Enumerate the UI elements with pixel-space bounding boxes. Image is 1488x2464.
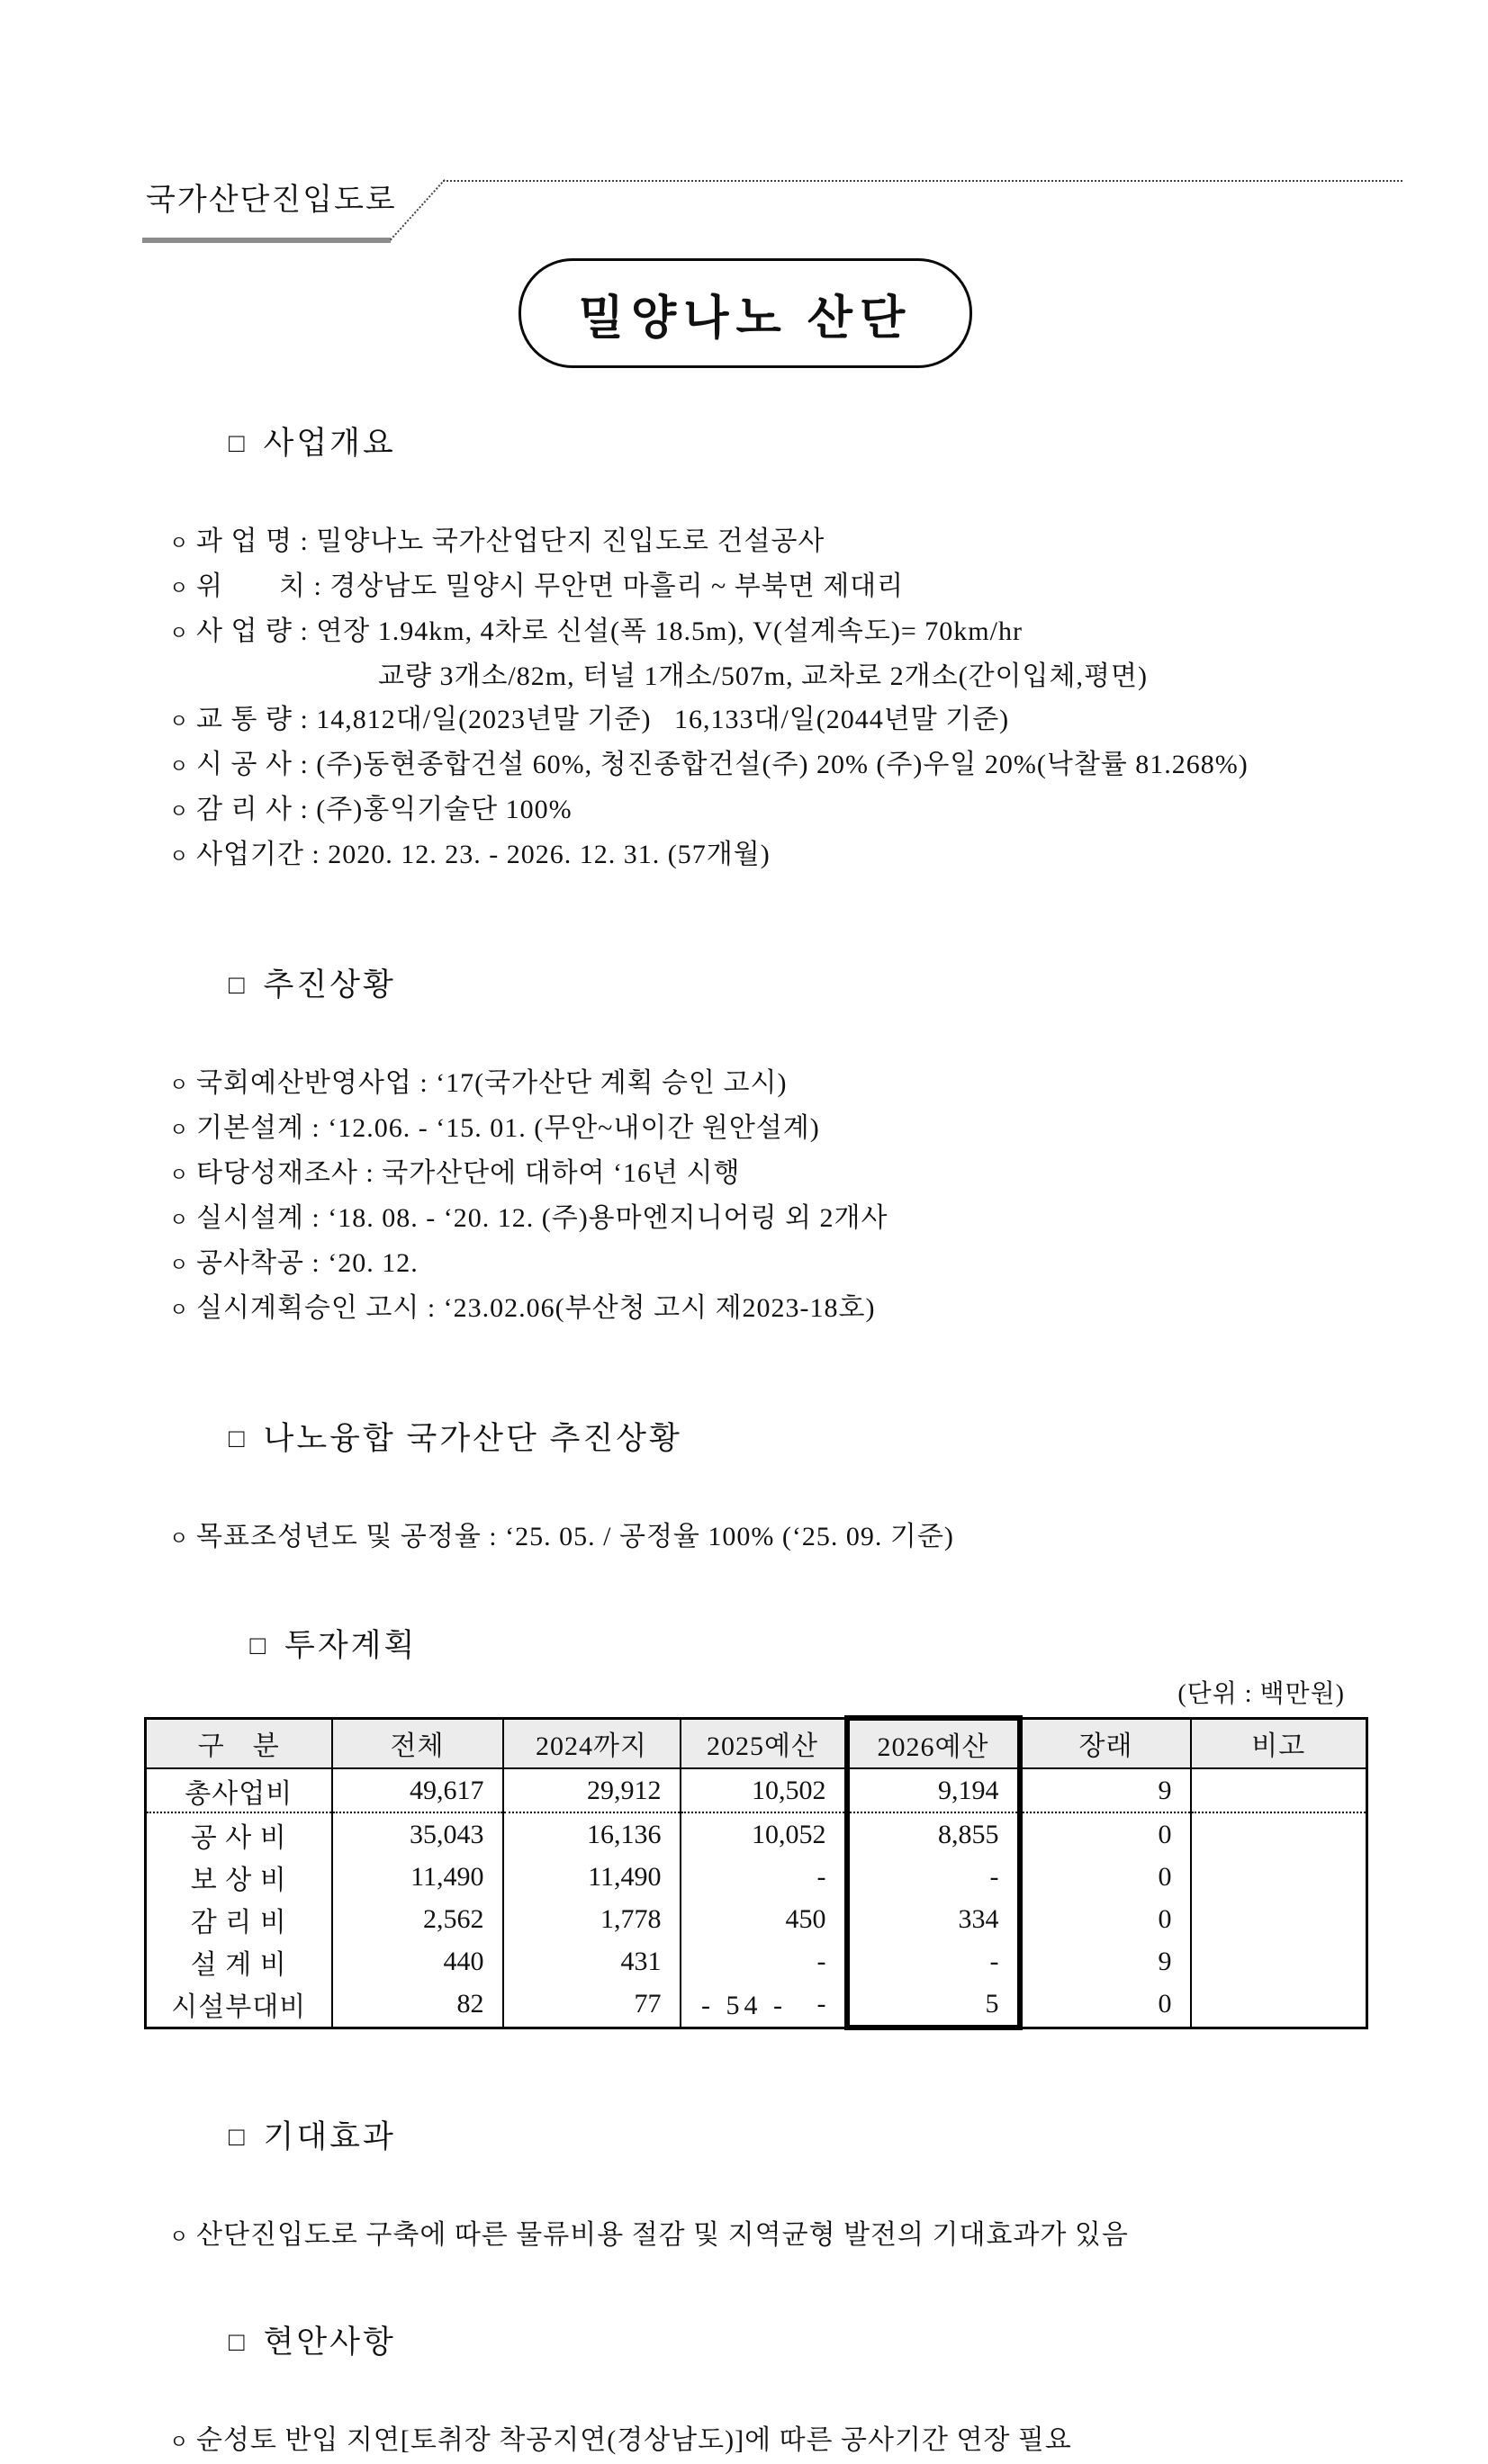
- list-item-text: 실시계획승인 고시 : ‘23.02.06(부산청 고시 제2023-18호): [196, 1293, 876, 1323]
- section-items: [144, 2214, 1386, 2259]
- table-row: [146, 1812, 1367, 1856]
- table-header-row: [146, 1718, 1367, 1768]
- header-dotted-line: [443, 180, 1402, 182]
- section-heading: [144, 1584, 417, 1710]
- table-row-label: 설 계 비: [146, 1940, 332, 1983]
- section-heading-text: 기대효과: [263, 2119, 396, 2154]
- section-pending-issues: [144, 2280, 1386, 2464]
- table-cell-highlighted: -: [847, 1856, 1020, 1898]
- bullet-icon: ㅇ: [169, 2226, 190, 2248]
- table-cell: 0: [1020, 1856, 1191, 1898]
- table-row: [146, 1856, 1367, 1898]
- list-item-text: 사 업 량 : 연장 1.94km, 4차로 신설(폭 18.5m), V(설계속도)= 70km/hr: [196, 616, 1023, 646]
- table-cell: 10,502: [681, 1768, 847, 1812]
- list-item-text: 공사착공 : ‘20. 12.: [196, 1248, 419, 1278]
- table-row-label: 시설부대비: [146, 1983, 332, 2028]
- table-row: [146, 1940, 1367, 1983]
- table-header-cell: 장래: [1020, 1718, 1191, 1768]
- list-item: [144, 1515, 1386, 1560]
- list-item: [144, 1197, 1386, 1242]
- table-cell: 440: [332, 1940, 503, 1983]
- table-cell: 77: [503, 1983, 681, 2028]
- list-item-text: 위 치 : 경상남도 밀양시 무안면 마흘리 ~ 부북면 제대리: [196, 571, 905, 601]
- square-marker-icon: □: [229, 2123, 248, 2152]
- bullet-icon: ㅇ: [169, 577, 190, 599]
- table-row-label: 감 리 비: [146, 1898, 332, 1940]
- list-item-text: 타당성재조사 : 국가산단에 대하여 ‘16년 시행: [196, 1158, 741, 1188]
- section-items: [144, 1062, 1386, 1332]
- table-header-cell: 전체: [332, 1718, 503, 1768]
- table-header-cell: 2024까지: [503, 1718, 681, 1768]
- investment-table: [144, 1715, 1368, 2030]
- table-cell: 11,490: [503, 1856, 681, 1898]
- list-item-text: 사업기간 : 2020. 12. 23. - 2026. 12. 31. (57개월): [196, 840, 771, 869]
- table-cell-highlighted: -: [847, 1940, 1020, 1983]
- list-item: [144, 833, 1386, 878]
- bullet-icon: ㅇ: [169, 710, 190, 733]
- table-cell: 11,490: [332, 1856, 503, 1898]
- section-items: [144, 1515, 1386, 1560]
- table-cell: 431: [503, 1940, 681, 1983]
- section-nano-progress: [144, 1377, 1386, 1560]
- table-cell: [1191, 1856, 1367, 1898]
- bullet-icon: ㅇ: [169, 1119, 190, 1141]
- list-item-text: 실시설계 : ‘18. 08. - ‘20. 12. (주)용마엔지니어링 외 2개사: [196, 1203, 888, 1233]
- bullet-icon: ㅇ: [169, 1164, 190, 1186]
- section-overview: [144, 382, 1386, 878]
- section-heading: [144, 2075, 1386, 2201]
- section-investment: [144, 1584, 1386, 2030]
- list-item-text: 교량 3개소/82m, 터널 1개소/507m, 교차로 2개소(간이입체,평면): [378, 661, 1148, 691]
- table-cell: 1,778: [503, 1898, 681, 1940]
- list-item-text: 순성토 반입 지연[토취장 착공지연(경상남도)]에 따른 공사기간 연장 필요: [196, 2425, 1072, 2455]
- bullet-icon: ㅇ: [169, 1299, 190, 1321]
- list-item-text: 목표조성년도 및 공정율 : ‘25. 05. / 공정율 100% (‘25. 09. 기준): [196, 1522, 954, 1551]
- page-number: - 54 -: [701, 1991, 787, 2020]
- table-row-label: 총사업비: [146, 1768, 332, 1812]
- section-heading-text: 현안사항: [263, 2325, 396, 2360]
- bullet-icon: ㅇ: [169, 1074, 190, 1096]
- list-item: [144, 1107, 1386, 1152]
- square-marker-icon: □: [229, 1425, 248, 1453]
- section-heading-text: 추진상황: [263, 967, 396, 1003]
- square-marker-icon: □: [229, 429, 248, 458]
- bullet-icon: ㅇ: [169, 2431, 190, 2453]
- square-marker-icon: □: [229, 2328, 248, 2357]
- list-item: [144, 1152, 1386, 1197]
- table-cell: 0: [1020, 1898, 1191, 1940]
- table-row: [146, 1898, 1367, 1940]
- list-item-text: 기본설계 : ‘12.06. - ‘15. 01. (무안~내이간 원안설계): [196, 1113, 820, 1143]
- square-marker-icon: □: [229, 971, 248, 1000]
- table-cell-highlighted: 8,855: [847, 1812, 1020, 1856]
- table-cell: 82: [332, 1983, 503, 2028]
- list-item: [144, 520, 1386, 565]
- table-heading-row: [144, 1584, 1386, 1710]
- bullet-icon: ㅇ: [169, 755, 190, 778]
- list-item-continuation: [144, 655, 1386, 698]
- page-title: 밀양나노 산단: [578, 292, 913, 345]
- section-heading: [144, 382, 1386, 508]
- table-cell-highlighted: 5: [847, 1983, 1020, 2028]
- table-cell: [1191, 1940, 1367, 1983]
- square-marker-icon: □: [249, 1632, 269, 1660]
- table-header-cell: 비고: [1191, 1718, 1367, 1768]
- bullet-icon: ㅇ: [169, 1254, 190, 1276]
- list-item: [144, 788, 1386, 833]
- bullet-icon: ㅇ: [169, 845, 190, 868]
- table-cell: [1191, 1898, 1367, 1940]
- table-cell: -: [681, 1856, 847, 1898]
- table-cell: [1191, 1768, 1367, 1812]
- document-content: [144, 382, 1386, 2464]
- list-item-text: 시 공 사 : (주)동현종합건설 60%, 청진종합건설(주) 20% (주)우일 20%(낙찰률 81.268%): [196, 750, 1249, 779]
- table-cell: [1191, 1812, 1367, 1856]
- header-underline-bar: [142, 238, 391, 243]
- table-cell: 0: [1020, 1983, 1191, 2028]
- section-heading-text: 나노융합 국가산단 추진상황: [263, 1421, 682, 1456]
- section-heading: [144, 1377, 1386, 1503]
- list-item-text: 국회예산반영사업 : ‘17(국가산단 계획 승인 고시): [196, 1068, 788, 1098]
- header-diagonal-line: [390, 179, 446, 240]
- table-row: [146, 1768, 1367, 1812]
- section-heading-text: 사업개요: [263, 426, 396, 461]
- list-item: [144, 1062, 1386, 1107]
- bullet-icon: ㅇ: [169, 1209, 190, 1231]
- table-cell: 9: [1020, 1768, 1191, 1812]
- table-cell: 9: [1020, 1940, 1191, 1983]
- section-items: [144, 520, 1386, 878]
- table-cell-highlighted: 9,194: [847, 1768, 1020, 1812]
- list-item: [144, 2214, 1386, 2259]
- bullet-icon: ㅇ: [169, 622, 190, 644]
- table-header-cell: 구 분: [146, 1718, 332, 1768]
- list-item: [144, 2419, 1386, 2464]
- table-cell: 2,562: [332, 1898, 503, 1940]
- table-cell: 35,043: [332, 1812, 503, 1856]
- list-item: [144, 698, 1386, 743]
- table-row-label: 보 상 비: [146, 1856, 332, 1898]
- table-cell: -: [681, 1983, 847, 2028]
- header-label: 국가산단진입도로: [146, 184, 397, 217]
- list-item-text: 산단진입도로 구축에 따른 물류비용 절감 및 지역균형 발전의 기대효과가 있음: [196, 2220, 1129, 2250]
- section-heading: [144, 923, 1386, 1049]
- table-row-label: 공 사 비: [146, 1812, 332, 1856]
- section-heading-text: 투자계획: [284, 1628, 418, 1663]
- list-item: [144, 565, 1386, 610]
- list-item-text: 교 통 량 : 14,812대/일(2023년말 기준) 16,133대/일(2044년말 기준): [196, 705, 1010, 734]
- table-cell: 10,052: [681, 1812, 847, 1856]
- list-item-text: 과 업 명 : 밀양나노 국가산업단지 진입도로 건설공사: [196, 526, 825, 556]
- table-unit-label: (단위 : 백만원): [1177, 1680, 1345, 1708]
- table-cell: 49,617: [332, 1768, 503, 1812]
- list-item: [144, 1287, 1386, 1332]
- table-header-cell-highlighted: 2026예산: [847, 1718, 1020, 1768]
- list-item: [144, 1242, 1386, 1287]
- section-heading: [144, 2280, 1386, 2406]
- section-progress: [144, 923, 1386, 1332]
- bullet-icon: ㅇ: [169, 1527, 190, 1550]
- bullet-icon: ㅇ: [169, 800, 190, 823]
- table-cell: -: [681, 1940, 847, 1983]
- list-item: [144, 610, 1386, 655]
- list-item: [144, 743, 1386, 788]
- table-cell-highlighted: 334: [847, 1898, 1020, 1940]
- table-header-cell: 2025예산: [681, 1718, 847, 1768]
- list-item-text: 감 리 사 : (주)홍익기술단 100%: [196, 795, 573, 824]
- table-cell: 450: [681, 1898, 847, 1940]
- section-items: [144, 2419, 1386, 2464]
- section-expected-effect: [144, 2075, 1386, 2259]
- bullet-icon: ㅇ: [169, 532, 190, 554]
- title-box: [519, 258, 972, 368]
- table-cell: 0: [1020, 1812, 1191, 1856]
- table-cell: 16,136: [503, 1812, 681, 1856]
- table-cell: 29,912: [503, 1768, 681, 1812]
